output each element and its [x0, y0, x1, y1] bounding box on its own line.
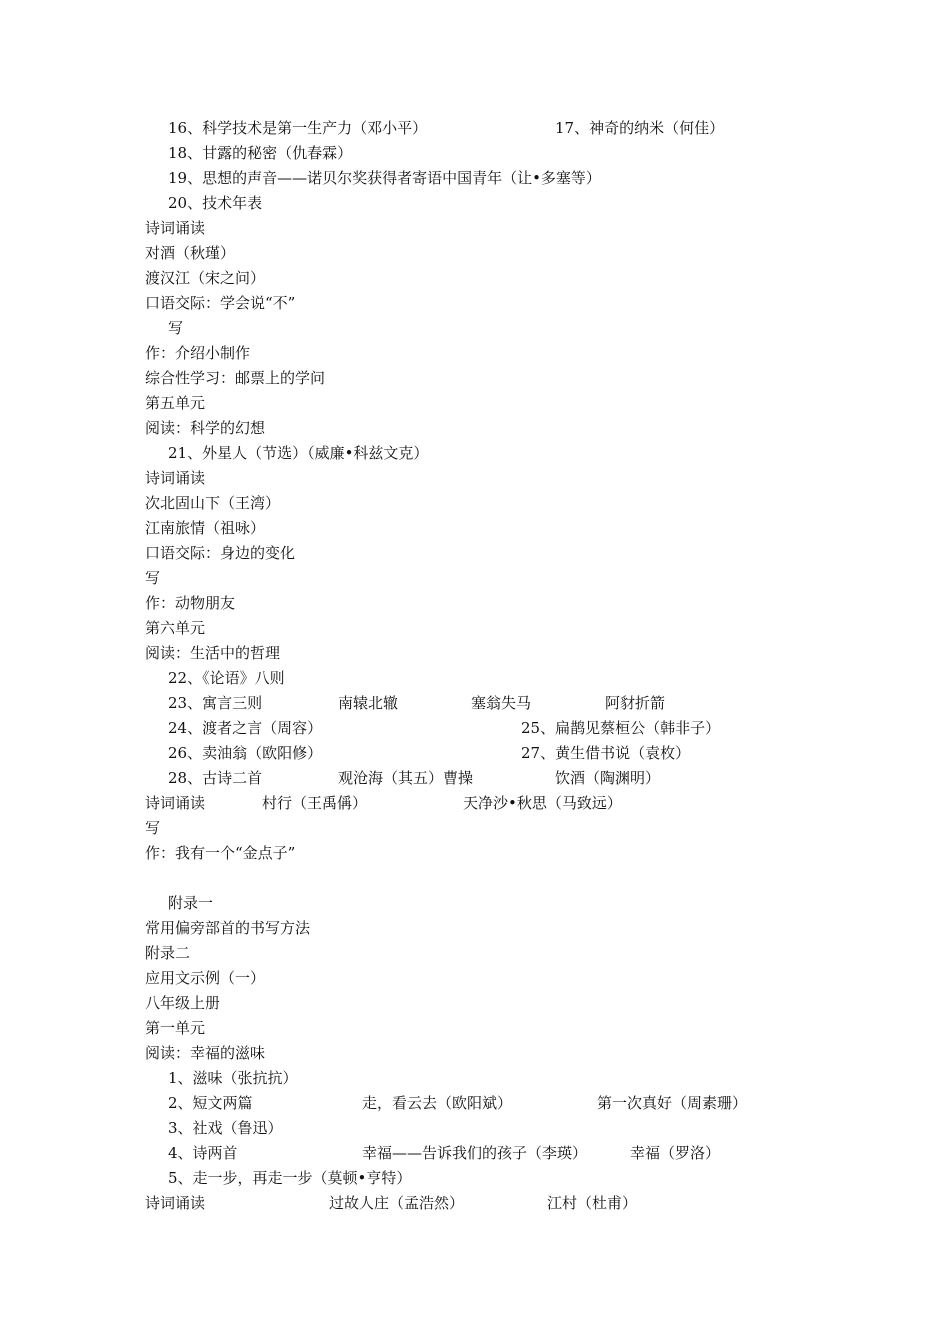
text-segment: 作：我有一个“金点子” — [145, 844, 296, 862]
text-segment: 28、古诗二首 — [168, 769, 263, 787]
text-segment: 走，看云去（欧阳斌） — [362, 1094, 513, 1112]
text-segment: 口语交际：身边的变化 — [145, 544, 296, 562]
text-segment: 21、外星人（节选）（威廉•科兹文克） — [168, 444, 429, 462]
section-label: 诗词诵读 — [145, 469, 206, 487]
text-segment: 23、寓言三则 — [168, 694, 263, 712]
text-segment: 24、渡者之言（周容） — [168, 719, 323, 737]
text-segment: 16、科学技术是第一生产力（邓小平） — [168, 119, 428, 137]
text-segment: 作：介绍小制作 — [145, 344, 251, 362]
text-segment: 饮酒（陶渊明） — [555, 769, 661, 787]
text-segment: 3、社戏（鲁迅） — [168, 1119, 283, 1137]
section-label: 诗词诵读 — [145, 794, 206, 812]
text-segment: 1、滋味（张抗抗） — [168, 1069, 298, 1087]
text-segment: 作：动物朋友 — [145, 594, 236, 612]
text-segment: 22、《论语》八则 — [168, 669, 285, 687]
text-segment: 17、神奇的纳米（何佳） — [555, 119, 725, 137]
text-segment: 口语交际：学会说“不” — [145, 294, 296, 312]
text-segment: 20、技术年表 — [168, 194, 263, 212]
text-segment: 江南旅情（祖咏） — [145, 519, 266, 537]
text-segment: 综合性学习：邮票上的学问 — [145, 369, 326, 387]
text-segment: 2、短文两篇 — [168, 1094, 253, 1112]
text-segment: 26、卖油翁（欧阳修） — [168, 744, 323, 762]
appendix-heading: 附录一 — [168, 894, 214, 912]
text-segment: 南辕北辙 — [338, 694, 399, 712]
text-segment: 幸福——告诉我们的孩子（李瑛） — [362, 1144, 588, 1162]
text-segment: 天净沙•秋思（马致远） — [463, 794, 622, 812]
text-segment: 19、思想的声音——诺贝尔奖获得者寄语中国青年（让•多塞等） — [168, 169, 601, 187]
text-segment: 塞翁失马 — [471, 694, 532, 712]
text-segment: 渡汉江（宋之问） — [145, 269, 266, 287]
text-segment: 村行（王禹偁） — [262, 794, 368, 812]
text-segment: 过故人庄（孟浩然） — [329, 1194, 465, 1212]
unit-heading: 第五单元 — [145, 394, 206, 412]
text-segment: 观沧海（其五）曹操 — [338, 769, 474, 787]
text-segment: 25、扁鹊见蔡桓公（韩非子） — [521, 719, 721, 737]
volume-heading: 八年级上册 — [145, 994, 221, 1012]
appendix-heading: 附录二 — [145, 944, 191, 962]
text-segment: 对酒（秋瑾） — [145, 244, 236, 262]
text-segment: 5、走一步，再走一步（莫顿•亨特） — [168, 1169, 412, 1187]
text-segment: 阿豺折箭 — [605, 694, 666, 712]
section-label: 诗词诵读 — [145, 219, 206, 237]
text-segment: 写 — [145, 819, 161, 837]
text-segment: 幸福（罗洛） — [630, 1144, 721, 1162]
unit-heading: 第一单元 — [145, 1019, 206, 1037]
text-segment: 27、黄生借书说（袁枚） — [521, 744, 691, 762]
text-segment: 4、诗两首 — [168, 1144, 238, 1162]
text-segment: 常用偏旁部首的书写方法 — [145, 919, 311, 937]
text-segment: 阅读：科学的幻想 — [145, 419, 266, 437]
text-segment: 次北固山下（王湾） — [145, 494, 281, 512]
text-segment: 18、甘露的秘密（仇春霖） — [168, 144, 353, 162]
text-segment: 应用文示例（一） — [145, 969, 266, 987]
text-segment: 第一次真好（周素珊） — [597, 1094, 748, 1112]
text-segment: 写 — [145, 569, 161, 587]
text-segment: 江村（杜甫） — [547, 1194, 638, 1212]
text-segment: 阅读：生活中的哲理 — [145, 644, 281, 662]
section-label: 诗词诵读 — [145, 1194, 206, 1212]
text-segment: 阅读：幸福的滋味 — [145, 1044, 266, 1062]
unit-heading: 第六单元 — [145, 619, 206, 637]
text-segment: 写 — [168, 319, 184, 337]
